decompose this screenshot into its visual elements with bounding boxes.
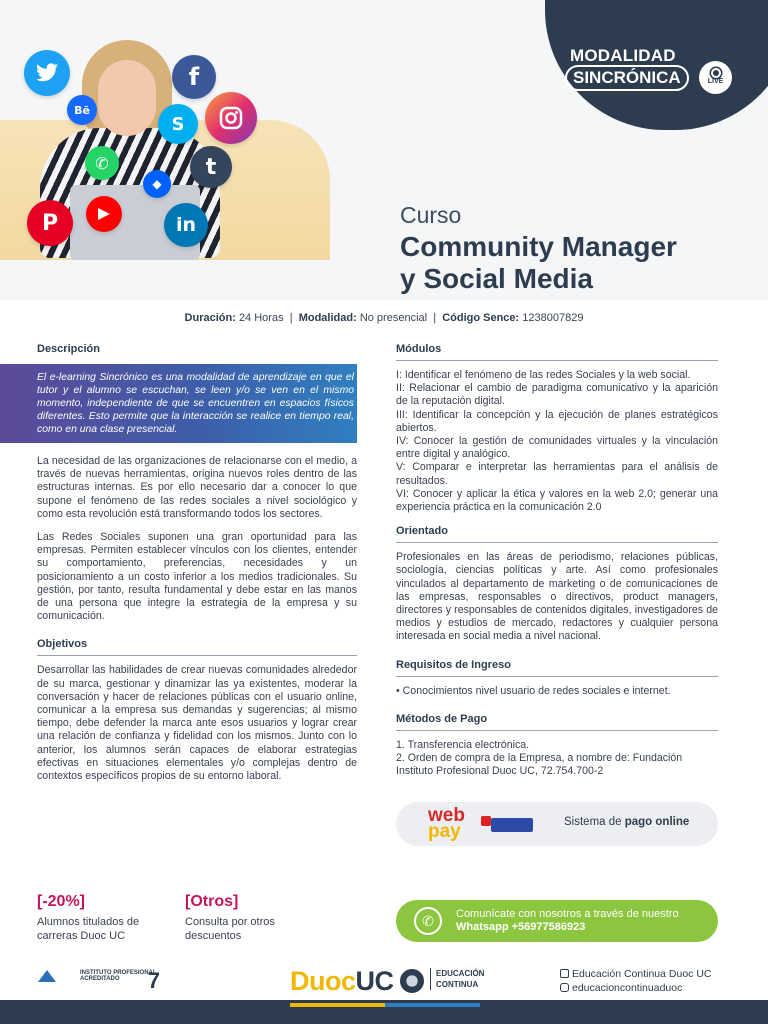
dropbox-icon: ◆	[143, 170, 171, 198]
live-label: LIVE	[707, 78, 724, 85]
facebook-icon	[560, 969, 569, 978]
twitter-icon	[24, 50, 70, 96]
accreditation-logos	[30, 970, 230, 994]
modulo-item: VI: Conocer y aplicar la ética y valores en la web 2.0; generar una experiencia práctica en la comunicación 2.0	[396, 487, 718, 514]
modulos-list	[396, 369, 718, 514]
modalidad-value: No presencial	[359, 312, 428, 324]
youtube-icon	[86, 196, 122, 232]
pago-title: Métodos de Pago	[396, 710, 718, 731]
instagram-icon	[560, 983, 569, 992]
modulos-title: Módulos	[396, 340, 718, 361]
discount-title: [Otros]	[185, 893, 239, 910]
skype-icon: S	[158, 104, 198, 144]
discount-titulados	[37, 893, 177, 943]
course-title-line2: y Social Media	[400, 263, 593, 294]
course-meta	[0, 312, 768, 324]
left-column	[37, 340, 357, 783]
cna-logo	[30, 970, 66, 992]
acreditacion-years: 7	[147, 968, 160, 993]
footer-color-stripe	[290, 1003, 480, 1007]
uc-logo-text: UC	[355, 966, 394, 996]
course-kicker: Curso	[400, 202, 462, 228]
modulo-item: IV: Conocer la gestión de comunidades virtuales y la vinculación entre digital y analógico.	[396, 435, 718, 461]
badge-sincronica-label: SINCRÓNICA	[565, 65, 689, 91]
behance-icon: Bē	[67, 95, 97, 125]
instituto-acreditado-mark	[80, 970, 160, 992]
meta-separator: |	[433, 312, 437, 324]
whatsapp-line1: Comunícate con nosotros a través de nuestro	[456, 908, 679, 920]
sence-value: 1238007829	[522, 312, 584, 324]
edu-line2: CONTINUA	[436, 980, 479, 989]
pago-item-1: 1. Transferencia electrónica.	[396, 738, 530, 751]
duoc-seal-icon	[400, 969, 424, 993]
whatsapp-number: Whatsapp +56977586923	[456, 921, 586, 933]
requisitos-text: • Conocimientos nivel usuario de redes sociales e internet.	[396, 684, 671, 697]
modulo-item: I: Identificar el fenómeno de las redes Sociales y la web social.	[396, 369, 691, 381]
discount-text: Consulta por otros descuentos	[185, 916, 275, 942]
modulo-item: II: Relacionar el cambio de paradigma comunicativo y la aparición de la reputación digital.	[396, 382, 718, 408]
badge-modalidad-label: MODALIDAD	[570, 46, 676, 65]
descripcion-intro: El e-learning Sincrónico es una modalidad de aprendizaje en que el tutor y el alumno se escuchan, se leen y/o se ven en el mismo momento, independiente de que se encuentren en espacios físicos diferentes. Esto permite que la interacción se realice en tiempo real, como en una clase presencial.	[0, 364, 357, 443]
modulo-item: III: Identificar la concepción y la ejecución de planes estratégicos abiertos.	[396, 408, 718, 434]
webpay-text	[564, 816, 689, 828]
card-brands-icon	[491, 818, 533, 832]
facebook-icon: f	[172, 55, 216, 99]
tumblr-icon: t	[190, 146, 232, 188]
descripcion-paragraph-1: La necesidad de las organizaciones de relacionarse con el medio, a través de nuevas herramientas, origina nuevos roles dentro de las estructuras internas. Es por ello necesario dar a conocer lo que supone el fenómeno de las redes sociales a nivel sociológico y como esta revolución está transformando todos los sectores.	[37, 455, 357, 520]
orientado-title: Orientado	[396, 522, 718, 543]
duracion-label: Duración:	[184, 312, 236, 324]
instituto-acreditado-label: INSTITUTO PROFESIONAL ACREDITADO	[80, 970, 157, 982]
course-title-line1: Community Manager	[400, 231, 677, 262]
discount-otros	[185, 893, 305, 943]
webpay-logo-line1: web	[428, 805, 465, 826]
educacion-continua-label	[430, 968, 484, 990]
hero-banner	[0, 0, 768, 300]
webpay-text-bold: pago online	[624, 816, 690, 828]
instagram-contact-text: educacioncontinuaduoc	[572, 982, 683, 994]
live-broadcast-icon	[699, 61, 732, 94]
course-title	[400, 231, 760, 295]
webpay-banner	[396, 802, 718, 846]
facebook-contact[interactable]	[560, 967, 712, 981]
objetivos-text: Desarrollar las habilidades de crear nuevas comunidades alrededor de su marca, gestionar y dinamizar las ya existentes, moderar la conversación y hacer de relaciones públicas con el usuario online, comunicar a la empresa sus demandas y sugerencias; al mismo tiempo, debe defender la marca ante esos usuarios y lograr crear una relación de confianza y fidelidad con los mismos. Junto con lo anterior, los alumnos serán capaces de elaborar estrategias efectivas en situaciones elementales y/o complejas dentro de contextos específicos propios de su entorno laboral.	[37, 664, 357, 783]
instagram-contact[interactable]	[560, 981, 712, 995]
webpay-logo	[428, 805, 465, 842]
linkedin-icon: in	[164, 203, 208, 247]
orientado-text: Profesionales en las áreas de periodismo, relaciones públicas, sociología, ciencias políticas y arte. Así como profesionales vinculados al departamento de marketing o de comunicaciones de las empresas, responsables o directivos, product managers, directores y responsables de contenidos digitales, investigadores de medios y estudios de mercado, redactores y cualquier persona interesada en social media a nivel nacional.	[396, 551, 718, 643]
social-contacts	[560, 967, 712, 995]
whatsapp-icon: ✆	[85, 146, 119, 180]
duoc-logo-text: Duoc	[290, 966, 356, 996]
right-column	[396, 340, 718, 778]
sence-label: Código Sence:	[442, 312, 520, 324]
discount-title: [-20%]	[37, 893, 86, 910]
modalidad-label: Modalidad:	[298, 312, 357, 324]
descripcion-title: Descripción	[37, 343, 100, 355]
meta-separator: |	[289, 312, 293, 324]
duracion-value: 24 Horas	[238, 312, 284, 324]
facebook-contact-text: Educación Continua Duoc UC	[572, 968, 712, 980]
duoc-uc-logo	[290, 966, 394, 997]
pago-item-2: 2. Orden de compra de la Empresa, a nombre de: Fundación Instituto Profesional Duoc UC, 72.754.700-2	[396, 752, 683, 778]
pinterest-icon: P	[27, 200, 73, 246]
whatsapp-icon: ✆	[414, 907, 442, 935]
requisitos-title: Requisitos de Ingreso	[396, 656, 718, 677]
whatsapp-contact-button[interactable]	[396, 900, 718, 942]
instagram-icon	[205, 92, 257, 144]
webpay-text-prefix: Sistema de	[564, 816, 625, 828]
descripcion-paragraph-2: Las Redes Sociales suponen una gran oportunidad para las empresas. Permiten establecer vínculos con los clientes, entender su comportamiento, preferencias, necesidades y un posicionamiento a un costo inferior a los medios tradicionales. Su gestión, por tanto, resulta fundamental y debe estar en las manos de una persona que integre la estrategia de la empresa y su comunicación.	[37, 531, 357, 623]
discount-text: Alumnos titulados de carreras Duoc UC	[37, 916, 140, 942]
webpay-logo-line2: pay	[428, 821, 461, 842]
objetivos-title: Objetivos	[37, 635, 357, 656]
modulo-item: V: Comparar e interpretar las herramientas para el análisis de resultados.	[396, 461, 718, 487]
edu-line1: EDUCACIÓN	[436, 969, 485, 978]
